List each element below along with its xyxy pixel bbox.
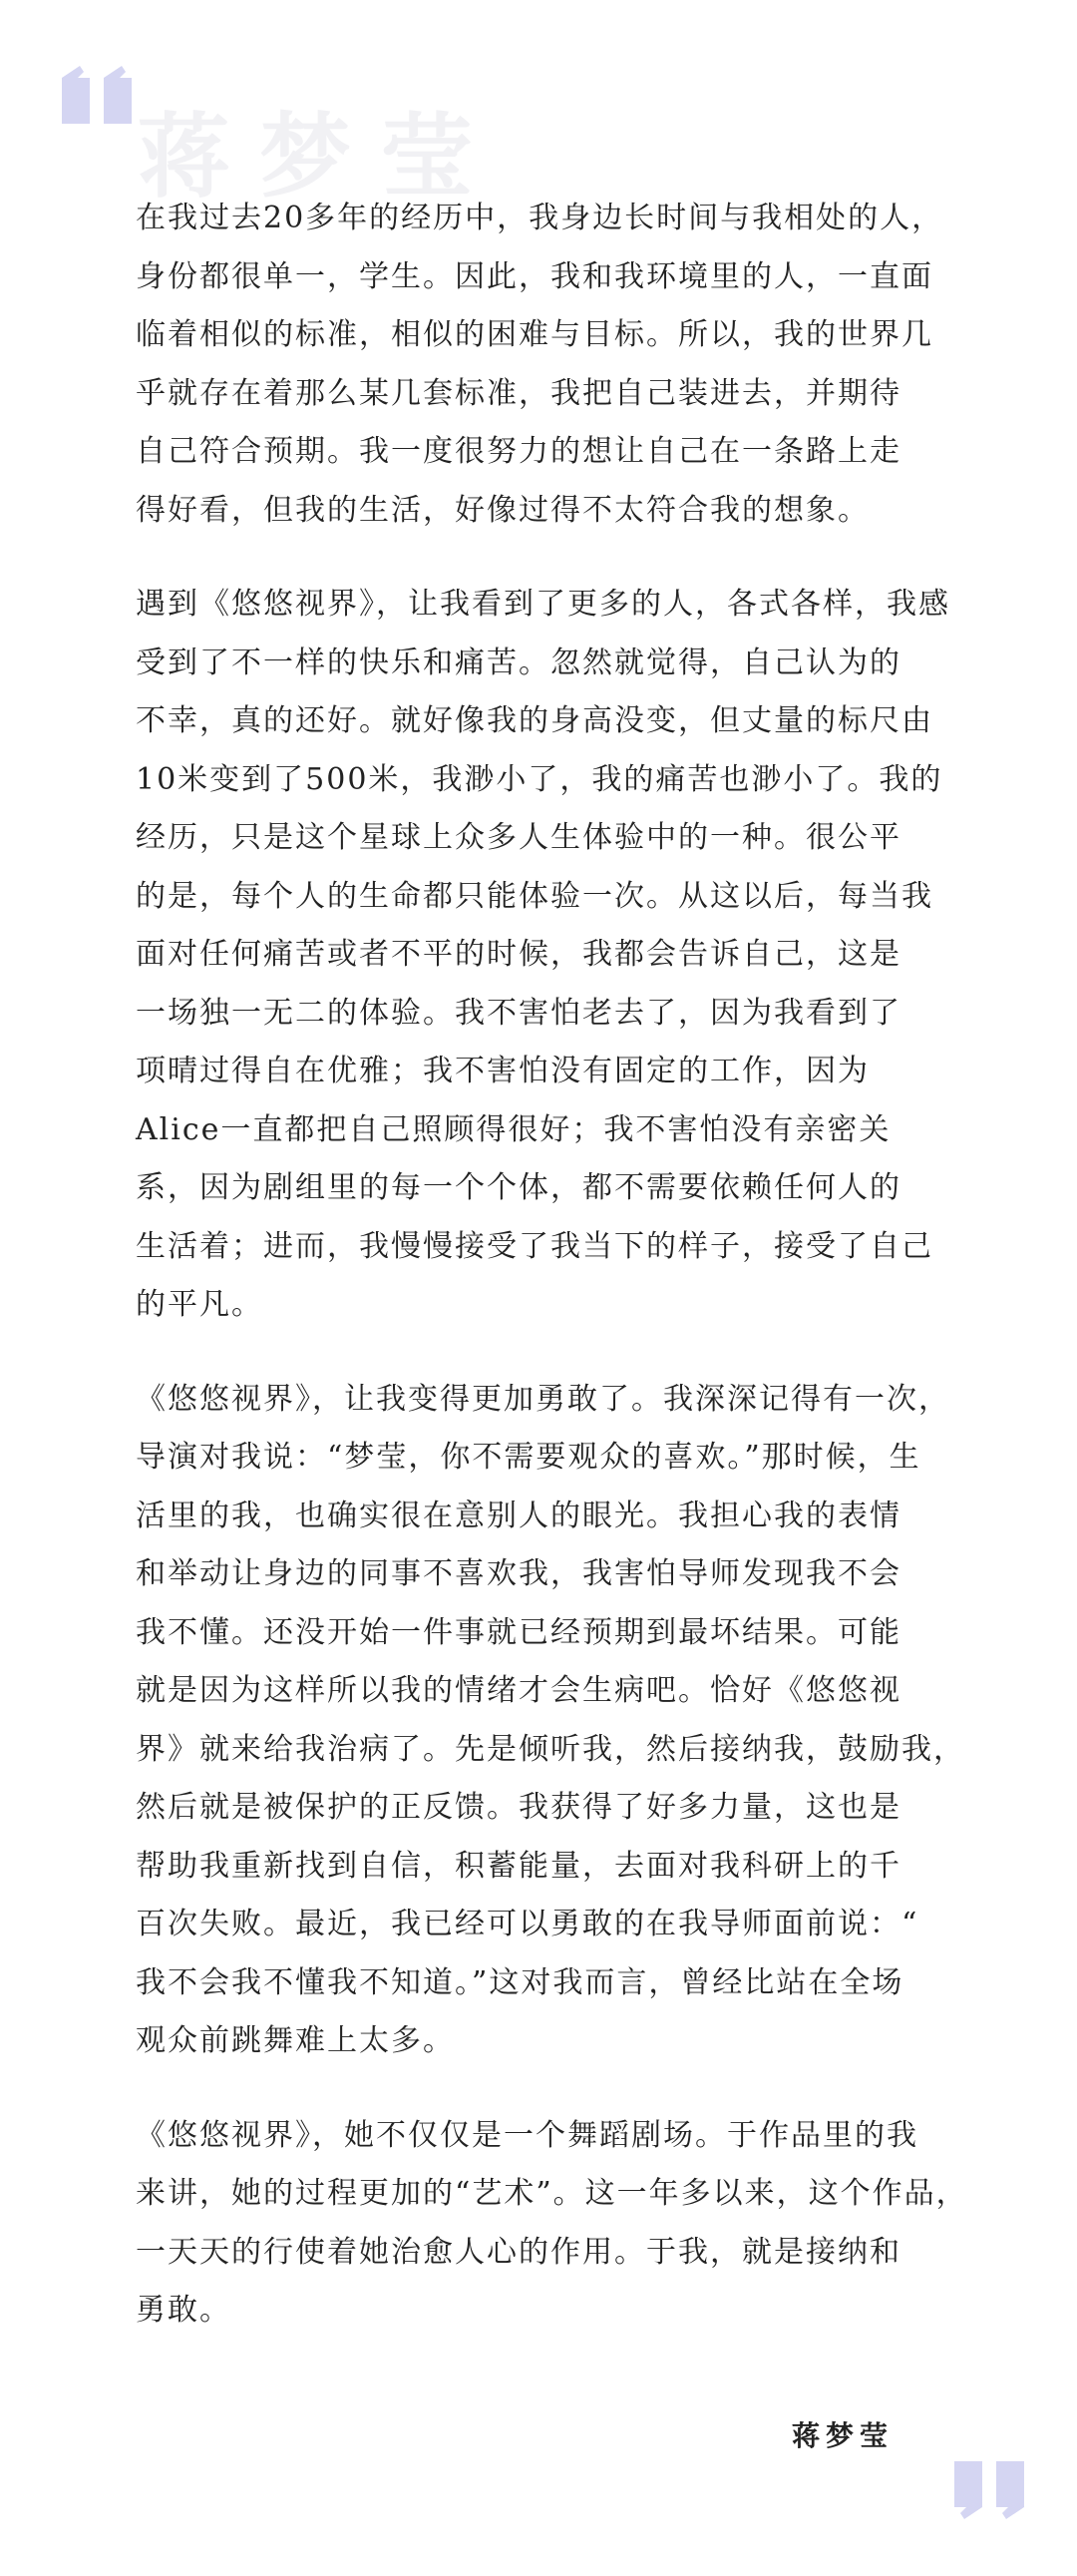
paragraph-line: 我不懂。还没开始一件事就已经预期到最坏结果。可能 [136, 1614, 901, 1650]
paragraph-line: 导演对我说：“梦莹，你不需要观众的喜欢。”那时候，生 [136, 1440, 921, 1475]
paragraph-line: 自己符合预期。我一度很努力的想让自己在一条路上走 [136, 434, 901, 469]
paragraph-line: 不幸，真的还好。就好像我的身高没变，但丈量的标尺由 [136, 703, 933, 738]
paragraph-line: 界》就来给我治病了。先是倾听我，然后接纳我，鼓励我， [136, 1731, 965, 1767]
paragraph [136, 190, 973, 540]
paragraph-line: 《悠悠视界》，她不仅仅是一个舞蹈剧场。于作品里的我 [136, 2117, 918, 2153]
paragraph-line: 帮助我重新找到自信，积蓄能量，去面对我科研上的千 [136, 1848, 901, 1884]
paragraph-line: 来讲，她的过程更加的“艺术”。这一年多以来，这个作品， [136, 2176, 968, 2211]
paragraph-line: 在我过去20多年的经历中，我身边长时间与我相处的人， [136, 201, 944, 235]
paragraph-line: 然后就是被保护的正反馈。我获得了好多力量，这也是 [136, 1790, 901, 1825]
paragraph-line: 的是，每个人的生命都只能体验一次。从这以后，每当我 [136, 878, 933, 914]
paragraph-line: 10米变到了500米，我渺小了，我的痛苦也渺小了。我的 [136, 761, 943, 797]
watermark-name: 蒋梦莹 [138, 104, 504, 211]
paragraph-line: 得好看，但我的生活，好像过得不太符合我的想象。 [136, 492, 870, 528]
paragraph-line: 临着相似的标准，相似的困难与目标。所以，我的世界几 [136, 317, 933, 352]
letter-body [136, 190, 973, 2376]
paragraph-line: 一天天的行使着她治愈人心的作用。于我，就是接纳和 [136, 2234, 901, 2270]
signature: 蒋梦莹 [792, 2419, 895, 2452]
paragraph-line: 我不会我不懂我不知道。”这对我而言，曾经比站在全场 [136, 1964, 904, 2000]
paragraph-line: 活里的我，也确实很在意别人的眼光。我担心我的表情 [136, 1498, 901, 1533]
paragraph-line: 生活着；进而，我慢慢接受了我当下的样子，接受了自己 [136, 1228, 933, 1264]
paragraph-line: 经历，只是这个星球上众多人生体验中的一种。很公平 [136, 820, 901, 855]
paragraph-line: 一场独一无二的体验。我不害怕老去了，因为我看到了 [136, 995, 901, 1031]
paragraph [136, 2107, 973, 2341]
paragraph-line: 《悠悠视界》，让我变得更加勇敢了。我深深记得有一次， [136, 1381, 950, 1417]
paragraph-line: 乎就存在着那么某几套标准，我把自己装进去，并期待 [136, 375, 901, 411]
paragraph-line: Alice一直都把自己照顾得很好；我不害怕没有亲密关 [136, 1111, 892, 1147]
close-quote-icon [950, 2457, 1030, 2521]
open-quote-icon [60, 64, 140, 128]
paragraph-line: 勇敢。 [136, 2293, 231, 2328]
paragraph-line: 受到了不一样的快乐和痛苦。忽然就觉得，自己认为的 [136, 644, 901, 680]
paragraph-line: 身份都很单一，学生。因此，我和我环境里的人，一直面 [136, 258, 933, 294]
paragraph-line: 观众前跳舞难上太多。 [136, 2023, 455, 2058]
paragraph-line: 系，因为剧组里的每一个个体，都不需要依赖任何人的 [136, 1170, 901, 1205]
paragraph-line: 遇到《悠悠视界》，让我看到了更多的人，各式各样，我感 [136, 587, 950, 622]
paragraph-line: 百次失败。最近，我已经可以勇敢的在我导师面前说：“ [136, 1907, 919, 1941]
paragraph-line: 的平凡。 [136, 1287, 263, 1322]
paragraph [136, 576, 973, 1335]
paragraph [136, 1371, 973, 2071]
paragraph-line: 和举动让身边的同事不喜欢我，我害怕导师发现我不会 [136, 1556, 901, 1591]
paragraph-line: 就是因为这样所以我的情绪才会生病吧。恰好《悠悠视 [136, 1673, 901, 1708]
paragraph-line: 面对任何痛苦或者不平的时候，我都会告诉自己，这是 [136, 937, 901, 972]
paragraph-line: 项晴过得自在优雅；我不害怕没有固定的工作，因为 [136, 1054, 870, 1088]
